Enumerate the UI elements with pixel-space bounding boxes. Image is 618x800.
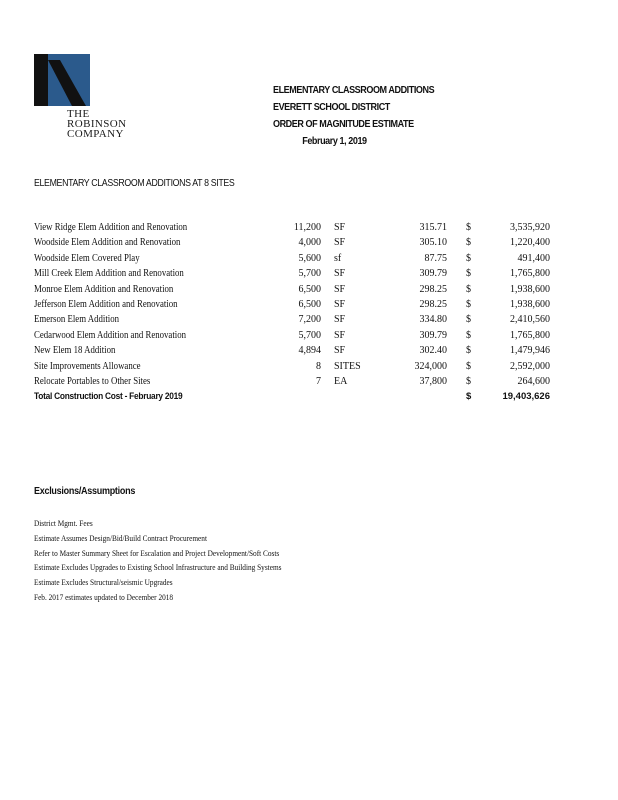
- total-currency: $: [466, 391, 472, 403]
- header-date: February 1, 2019: [302, 135, 367, 147]
- table-row: [0, 253, 618, 268]
- line-item-currency: $: [466, 268, 471, 280]
- line-item-quantity: 5,700: [298, 268, 321, 280]
- line-item-quantity: 7,200: [298, 314, 321, 326]
- line-item-description: New Elem 18 Addition: [34, 345, 116, 357]
- line-item-currency: $: [466, 298, 471, 310]
- table-row: [0, 299, 618, 314]
- exclusion-item: Estimate Excludes Upgrades to Existing School Infrastructure and Building Systems: [34, 562, 282, 573]
- exclusion-item: Estimate Excludes Structural/seismic Upgrades: [34, 577, 173, 588]
- line-item-unit: SF: [334, 298, 346, 310]
- line-item-unit-rate: 298.25: [419, 298, 447, 310]
- section-title: ELEMENTARY CLASSROOM ADDITIONS AT 8 SITES: [34, 178, 235, 189]
- line-item-amount: 3,535,920: [510, 222, 550, 233]
- line-item-currency: $: [466, 375, 471, 387]
- exclusion-item: Refer to Master Summary Sheet for Escalation and Project Development/Soft Costs: [34, 547, 280, 558]
- table-row: [0, 376, 618, 391]
- line-item-unit-rate: 87.75: [424, 252, 447, 264]
- line-item-description: Site Improvements Allowance: [34, 360, 141, 372]
- line-item-unit: SF: [334, 237, 346, 249]
- document-header: [273, 82, 434, 150]
- line-item-quantity: 5,700: [298, 329, 321, 341]
- line-item-description: Cedarwood Elem Addition and Renovation: [34, 329, 187, 341]
- line-item-description: Relocate Portables to Other Sites: [34, 375, 151, 387]
- robinson-logo-mark: [34, 54, 90, 106]
- logo-black-bar: [34, 54, 48, 106]
- line-item-currency: $: [466, 222, 471, 233]
- line-item-description: Woodside Elem Addition and Renovation: [34, 237, 181, 249]
- exclusion-item: Estimate Assumes Design/Bid/Build Contract Procurement: [34, 532, 207, 543]
- header-estimate-type: ORDER OF MAGNITUDE ESTIMATE: [273, 118, 414, 130]
- line-item-description: Jefferson Elem Addition and Renovation: [34, 298, 178, 310]
- exclusions-title: Exclusions/Assumptions: [34, 486, 136, 497]
- logo-word-the: THE: [67, 108, 90, 120]
- line-item-unit-rate: 302.40: [419, 345, 447, 357]
- line-item-unit: sf: [334, 252, 342, 264]
- line-item-quantity: 6,500: [298, 283, 321, 295]
- exclusion-item: District Mgmt. Fees: [34, 518, 93, 528]
- table-row: [0, 268, 618, 283]
- line-item-amount: 2,592,000: [510, 360, 550, 372]
- line-item-description: Monroe Elem Addition and Renovation: [34, 283, 174, 295]
- line-item-unit: SF: [334, 283, 346, 295]
- line-item-amount: 1,938,600: [510, 283, 550, 295]
- line-item-description: Woodside Elem Covered Play: [34, 252, 140, 264]
- line-item-quantity: 11,200: [293, 222, 321, 233]
- line-item-description: Mill Creek Elem Addition and Renovation: [34, 268, 184, 280]
- line-item-currency: $: [466, 329, 471, 341]
- header-district: EVERETT SCHOOL DISTRICT: [273, 101, 390, 113]
- table-row: [0, 284, 618, 299]
- total-label: Total Construction Cost - February 2019: [34, 391, 183, 403]
- cost-table: [0, 222, 618, 407]
- line-item-unit-rate: 309.79: [419, 268, 447, 280]
- logo-word-company: COMPANY: [67, 128, 124, 140]
- table-row: [0, 237, 618, 252]
- exclusion-item: Feb. 2017 estimates updated to December 2018: [34, 591, 174, 602]
- total-row: [0, 391, 618, 406]
- line-item-unit-rate: 298.25: [419, 283, 447, 295]
- logo-wordmark: [67, 109, 126, 139]
- line-item-amount: 2,410,560: [510, 314, 550, 326]
- line-item-description: Emerson Elem Addition: [34, 314, 120, 326]
- line-item-unit-rate: 309.79: [419, 329, 447, 341]
- line-item-description: View Ridge Elem Addition and Renovation: [34, 222, 188, 233]
- table-row: [0, 361, 618, 376]
- line-item-unit-rate: 334.80: [419, 314, 447, 326]
- table-row: [0, 330, 618, 345]
- header-project-title: ELEMENTARY CLASSROOM ADDITIONS: [273, 84, 435, 96]
- line-item-unit: SF: [334, 268, 346, 280]
- line-item-quantity: 6,500: [298, 298, 321, 310]
- line-item-currency: $: [466, 345, 471, 357]
- line-item-currency: $: [466, 360, 471, 372]
- table-row: [0, 314, 618, 329]
- line-item-unit: SF: [334, 329, 346, 341]
- line-item-unit: SF: [334, 222, 346, 233]
- line-item-amount: 1,220,400: [510, 237, 550, 249]
- line-item-quantity: 8: [316, 360, 321, 372]
- line-item-quantity: 4,000: [298, 237, 321, 249]
- line-item-currency: $: [466, 237, 471, 249]
- line-item-quantity: 5,600: [298, 252, 321, 264]
- line-item-unit-rate: 305.10: [419, 237, 447, 249]
- line-item-amount: 1,765,800: [510, 268, 550, 280]
- exclusions-list: [34, 516, 281, 605]
- line-item-amount: 264,600: [517, 375, 550, 387]
- line-item-amount: 491,400: [517, 252, 550, 264]
- line-item-currency: $: [466, 283, 471, 295]
- line-item-amount: 1,479,946: [510, 345, 550, 357]
- line-item-currency: $: [466, 252, 471, 264]
- total-amount: 19,403,626: [502, 391, 550, 403]
- line-item-unit-rate: 315.71: [419, 222, 447, 233]
- table-row: [0, 345, 618, 360]
- line-item-quantity: 4,894: [298, 345, 321, 357]
- logo-word-robinson: ROBINSON: [67, 118, 127, 130]
- line-item-unit: SF: [334, 314, 346, 326]
- line-item-currency: $: [466, 314, 471, 326]
- table-row: [0, 222, 618, 237]
- line-item-unit: SF: [334, 345, 346, 357]
- company-logo: [34, 54, 142, 144]
- line-item-amount: 1,938,600: [510, 298, 550, 310]
- line-item-unit-rate: 37,800: [419, 375, 447, 387]
- line-item-unit: SITES: [334, 360, 361, 372]
- line-item-unit: EA: [334, 375, 348, 387]
- line-item-quantity: 7: [316, 375, 321, 387]
- line-item-unit-rate: 324,000: [414, 360, 447, 372]
- line-item-amount: 1,765,800: [510, 329, 550, 341]
